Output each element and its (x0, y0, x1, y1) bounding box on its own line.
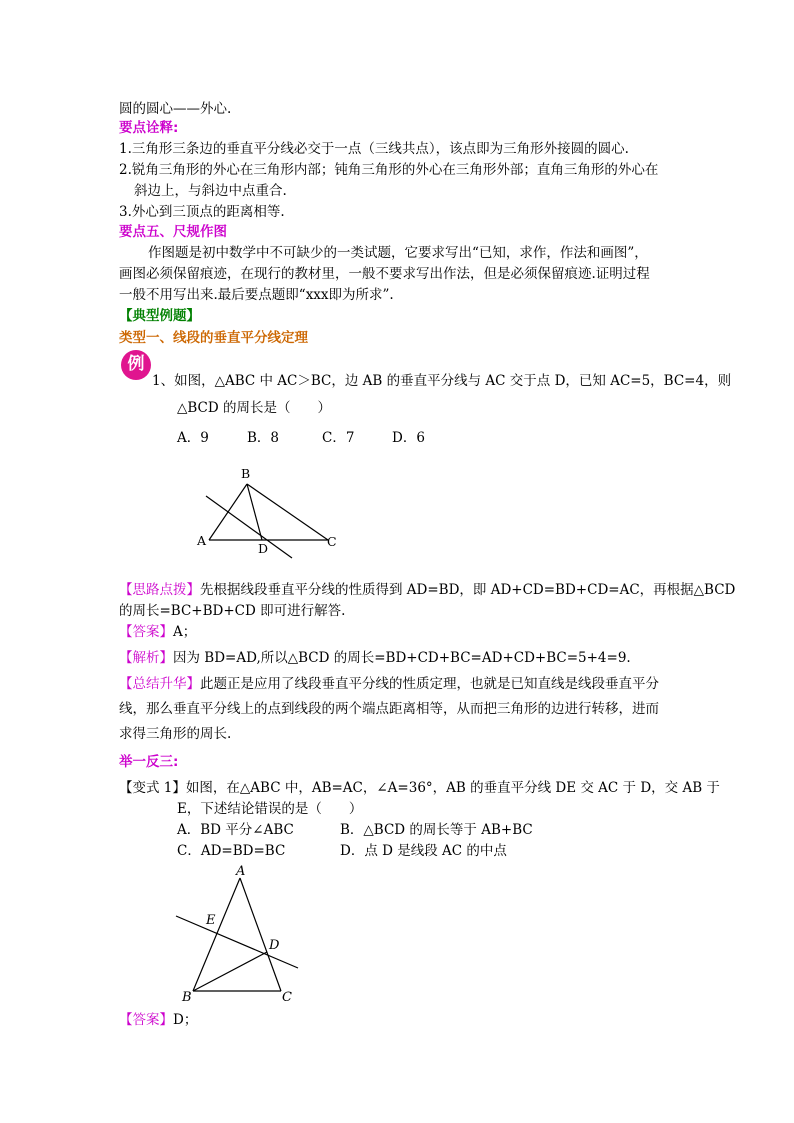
fig2-label-d: D (269, 938, 280, 953)
answer-2-label: 【答案】 (119, 1012, 173, 1028)
hint-text-1: 先根据线段垂直平分线的性质得到 AD=BD，即 AD+CD=BD+CD=AC，再根据△BCD (200, 582, 736, 598)
fig2-label-a: A (236, 864, 246, 879)
fig2-label-b: B (182, 990, 192, 1005)
question-1-option-d: D．6 (392, 430, 425, 446)
variant-line-2: E，下述结论错误的是（ ） (177, 801, 363, 817)
summary-label: 【总结升华】 (119, 676, 200, 692)
variant-label: 【变式 1】 (119, 780, 186, 796)
hint-label: 【思路点拨】 (119, 582, 200, 598)
fig2-label-c: C (282, 990, 292, 1005)
answer-1: A； (173, 624, 197, 640)
answer-label: 【答案】 (119, 624, 173, 640)
key-points-title: 要点诠释: (119, 120, 179, 136)
answer-1-line (119, 622, 196, 642)
figure-1-triangle (190, 460, 350, 560)
section-5-title: 要点五、尺规作图 (119, 224, 227, 240)
example-badge: 例 (121, 350, 151, 380)
answer-2-line (119, 1010, 197, 1030)
summary-text-1: 此题正是应用了线段垂直平分线的性质定理，也就是已知直线是线段垂直平分 (200, 676, 659, 692)
type-1-title: 类型一、线段的垂直平分线定理 (119, 330, 308, 346)
question-1-option-c: C．7 (322, 430, 355, 446)
point-2-line-1: 2.锐角三角形的外心在三角形内部；钝角三角形的外心在三角形外部；直角三角形的外心在 (119, 162, 659, 178)
examples-title: 【典型例题】 (119, 308, 200, 324)
analysis-text: 因为 BD=AD,所以△BCD 的周长=BD+CD+BC=AD+CD+BC=5+4=9. (173, 650, 631, 666)
question-1-option-a: A．9 (177, 430, 209, 446)
question-1-line-2: △BCD 的周长是（ ） (177, 400, 331, 416)
figure-2-triangle (170, 860, 310, 1005)
fig1-label-d: D (258, 541, 269, 556)
question-1-line-1: 1、如图，△ABC 中 AC＞BC，边 AB 的垂直平分线与 AC 交于点 D，已知 AC=5，BC=4，则 (152, 373, 732, 389)
variant-option-c: C．AD=BD=BC (177, 843, 286, 859)
question-1-option-b: B．8 (247, 430, 280, 446)
fig2-label-e: E (206, 913, 216, 928)
fig1-label-b: B (241, 466, 251, 481)
summary-line-2: 线，那么垂直平分线上的点到线段的两个端点距离相等，从而把三角形的边进行转移，进而 (119, 701, 659, 717)
variant-option-b: B．△BCD 的周长等于 AB+BC (340, 822, 533, 838)
hint-line-1 (119, 580, 735, 600)
fig1-label-a: A (197, 533, 207, 548)
variant-text-1: 如图，在△ABC 中，AB=AC，∠A=36°，AB 的垂直平分线 DE 交 AC 于 D，交 AB 于 (185, 780, 720, 796)
summary-line-1 (119, 674, 659, 694)
practice-title: 举一反三: (119, 754, 179, 770)
analysis-line (119, 648, 631, 668)
fig1-label-c: C (327, 534, 337, 549)
point-2-line-2: 斜边上，与斜边中点重合. (134, 183, 287, 199)
variant-option-a: A．BD 平分∠ABC (177, 822, 294, 838)
intro-line: 圆的圆心——外心. (119, 101, 232, 117)
analysis-label: 【解析】 (119, 650, 173, 666)
paragraph-line-2: 画图必须保留痕迹，在现行的教材里，一般不要求写出作法，但是必须保留痕迹.证明过程 (119, 266, 650, 282)
hint-line-2: 的周长=BC+BD+CD 即可进行解答. (119, 603, 346, 619)
paragraph-line-1: 作图题是初中数学中不可缺少的一类试题，它要求写出“已知，求作，作法和画图”， (148, 245, 648, 261)
point-3: 3.外心到三顶点的距离相等. (119, 204, 285, 220)
point-1: 1.三角形三条边的垂直平分线必交于一点（三线共点），该点即为三角形外接圆的圆心. (119, 141, 629, 157)
paragraph-line-3: 一般不用写出来.最后要点题即“xxx即为所求”. (119, 287, 394, 303)
variant-option-d: D．点 D 是线段 AC 的中点 (340, 843, 507, 859)
variant-line-1 (119, 778, 720, 798)
summary-line-3: 求得三角形的周长. (119, 726, 232, 742)
answer-2: D； (173, 1012, 198, 1028)
